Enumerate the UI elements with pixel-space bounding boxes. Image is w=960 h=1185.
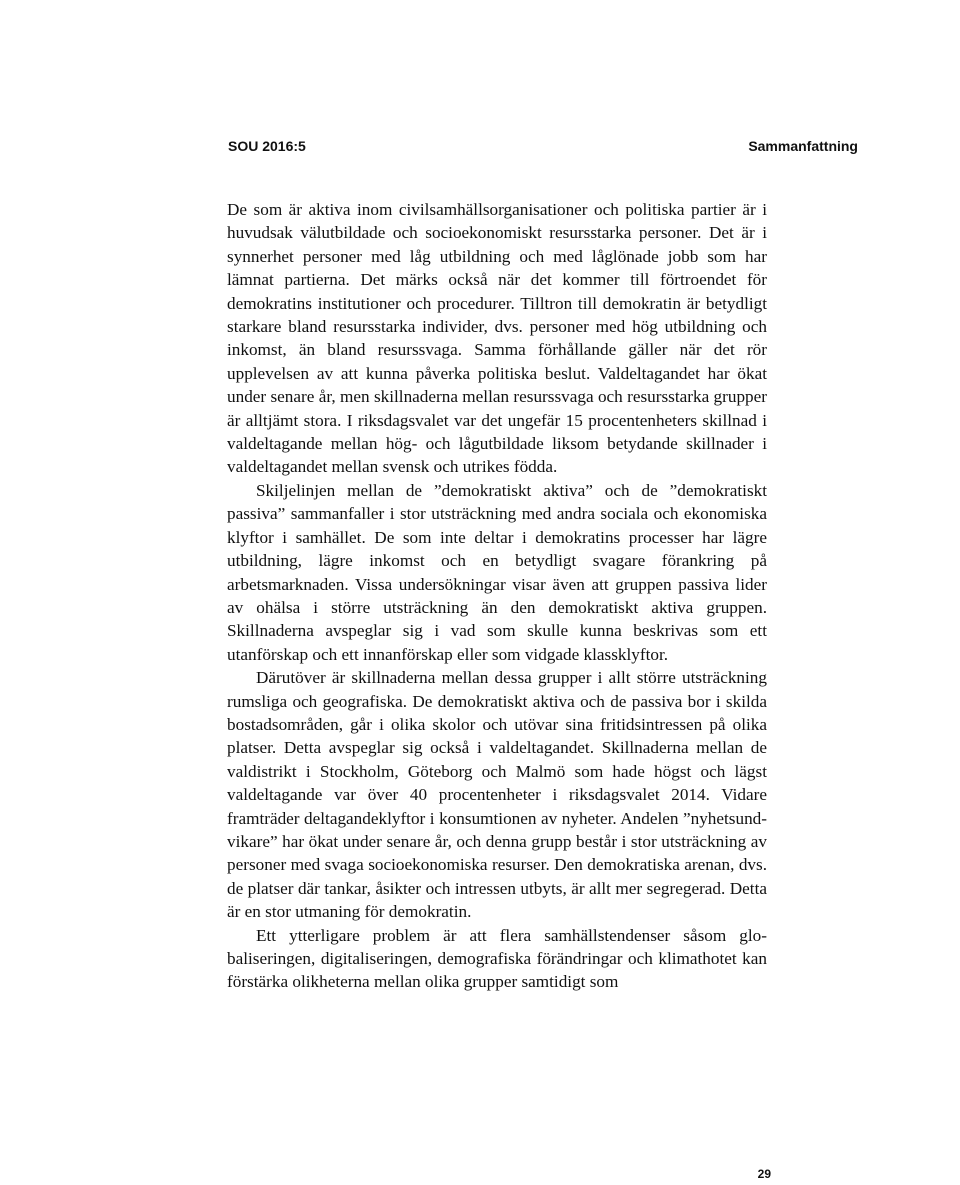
paragraph-1: De som är aktiva inom civilsamhällsorganisationer och politiska partier är i huvudsak välutbildade och socioekonomiskt resursstarka personer. Det är i synnerhet personer med låg utbildning och med låglönade jobb som har lämnat partierna. Det märks också när det kommer till förtroendet för demokratins institutioner och procedurer. Tilltron till demokratin är betydligt starkare bland resursstarka individer, dvs. personer med hög utbildning och inkomst, än bland resurssvaga. Samma förhållande gäller när det rör upplevelsen av att kunna påverka politiska beslut. Valdeltagandet har ökat under senare år, men skillnaderna mellan resurssvaga och resursstarka grupper är alltjämt stora. I riksdagsvalet var det ungefär 15 procentenheters skillnad i valdeltagande mellan hög- och lågutbildade liksom betydande skillnader i valdeltagandet mellan svensk och utrikes födda. xyxy=(227,200,767,477)
document-reference: SOU 2016:5 xyxy=(228,138,306,154)
body-text xyxy=(227,198,767,994)
paragraph-2: Skiljelinjen mellan de ”demokratiskt aktiva” och de ”demokratiskt passiva” sammanfaller i stor utsträckning med andra sociala och ekonomiska klyftor i samhället. De som inte deltar i demokratins processer har lägre utbildning, lägre inkomst och en betydligt svagare förankring på arbetsmarknaden. Vissa undersökningar visar även att gruppen passiva lider av ohälsa i större utsträckning än den demokratiskt aktiva gruppen. Skillnaderna avspeglar sig i vad som skulle kunna beskrivas som ett utanförskap och ett innanförskap eller som vidgade klassklyftor. xyxy=(227,480,767,664)
page-number: 29 xyxy=(757,1167,771,1181)
section-title: Sammanfattning xyxy=(748,138,858,154)
paragraph-3: Därutöver är skillnaderna mellan dessa grupper i allt större utsträckning rumsliga och geografiska. De demokratiskt aktiva och de passiva bor i skilda bostadsområden, går i olika skolor och utövar sina fritidsintressen på olika platser. Detta avspeglar sig också i valdeltagandet. Skillnaderna mellan de valdistrikt i Stockholm, Göteborg och Malmö som hade högst och lägst valdeltagande var över 40 procentenheter i riksdagsvalet 2014. Vidare framträder deltagandeklyftor i konsumtionen av nyheter. Andelen ”nyhetsundvikare” har ökat under senare år, och denna grupp består i stor utsträckning av personer med svaga socioekonomiska resurser. Den demokratiska arenan, dvs. de platser där tankar, åsikter och intressen utbyts, är allt mer segregerad. Detta är en stor utmaning för demokratin. xyxy=(227,668,767,922)
paragraph-4: Ett ytterligare problem är att flera samhällstendenser såsom globaliseringen, digitaliseringen, demografiska förändringar och klimathotet kan förstärka olikheterna mellan olika grupper samtidigt som xyxy=(227,925,767,992)
page-header xyxy=(228,138,858,158)
